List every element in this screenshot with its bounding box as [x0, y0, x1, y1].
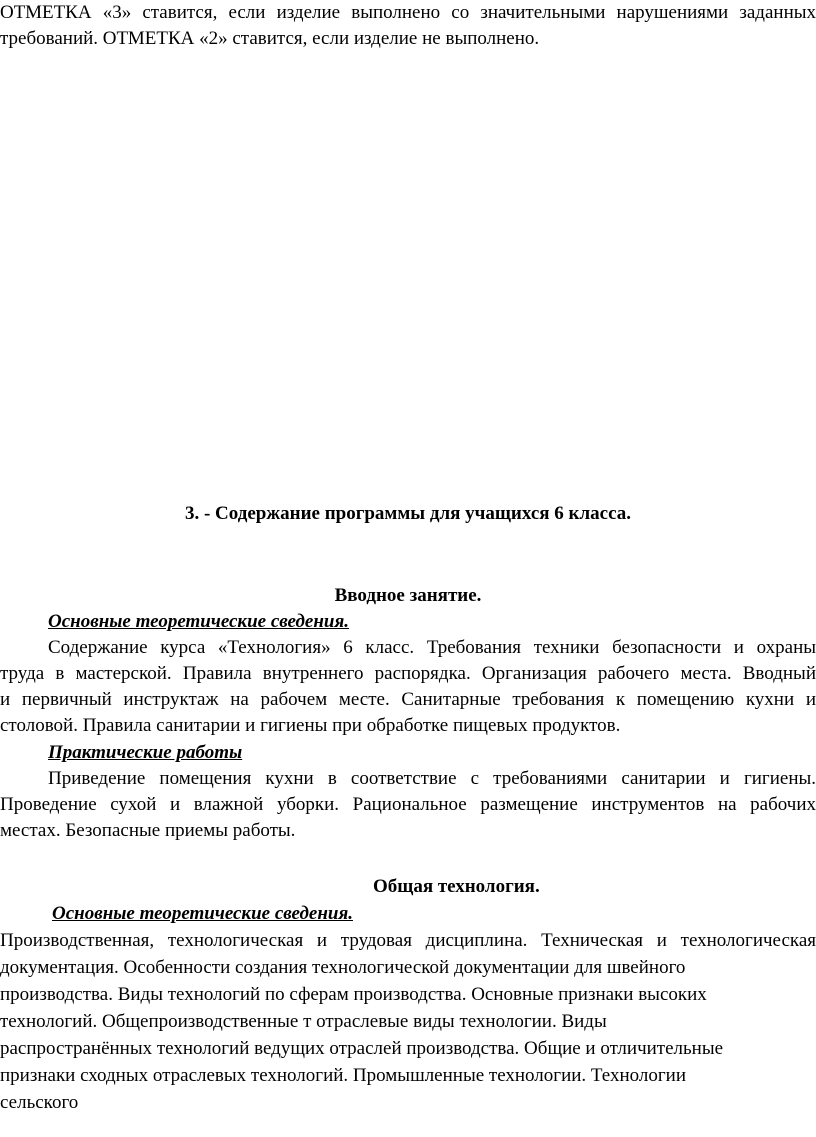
text-line: Приведение помещения кухни в соответствие с требованиями санитарии и гигиены. — [48, 768, 816, 789]
section-title: 3. - Содержание программы для учащихся 6 класса. — [184, 503, 632, 524]
theory-heading: Основные теоретические сведения. — [52, 903, 353, 924]
text-line: документация. Особенности создания технологической документации для швейного — [0, 957, 686, 978]
text-line: сельского — [0, 1092, 79, 1113]
text-line: столовой. Правила санитарии и гигиены при обработке пищевых продуктов. — [0, 715, 621, 736]
intro-lesson-title: Вводное занятие. — [334, 585, 482, 606]
general-tech-title: Общая технология. — [373, 876, 540, 897]
text-line: и первичный инструктаж на рабочем месте. Санитарные требования к помещению кухни и — [0, 689, 816, 710]
text-line: требований. ОТМЕТКА «2» ставится, если изделие не выполнено. — [0, 28, 540, 49]
text-line: ОТМЕТКА «3» ставится, если изделие выполнено со значительными нарушениями заданных — [0, 2, 816, 23]
text-line: Содержание курса «Технология» 6 класс. Требования техники безопасности и охраны — [48, 637, 816, 658]
text-line: Проведение сухой и влажной уборки. Рациональное размещение инструментов на рабочих — [0, 794, 816, 815]
text-line: производства. Виды технологий по сферам производства. Основные признаки высоких — [0, 984, 707, 1005]
text-line: Производственная, технологическая и трудовая дисциплина. Техническая и технологическая — [0, 930, 816, 951]
text-line: местах. Безопасные приемы работы. — [0, 820, 296, 841]
text-line: технологий. Общепроизводственные т отраслевые виды технологии. Виды — [0, 1011, 607, 1032]
practice-heading: Практические работы — [48, 742, 243, 763]
text-line: труда в мастерской. Правила внутреннего распорядка. Организация рабочего места. Вводный — [0, 663, 816, 684]
theory-heading: Основные теоретические сведения. — [48, 611, 349, 632]
text-line: признаки сходных отраслевых технологий. Промышленные технологии. Технологии — [0, 1065, 687, 1086]
text-line: распространённых технологий ведущих отраслей производства. Общие и отличительные — [0, 1038, 724, 1059]
